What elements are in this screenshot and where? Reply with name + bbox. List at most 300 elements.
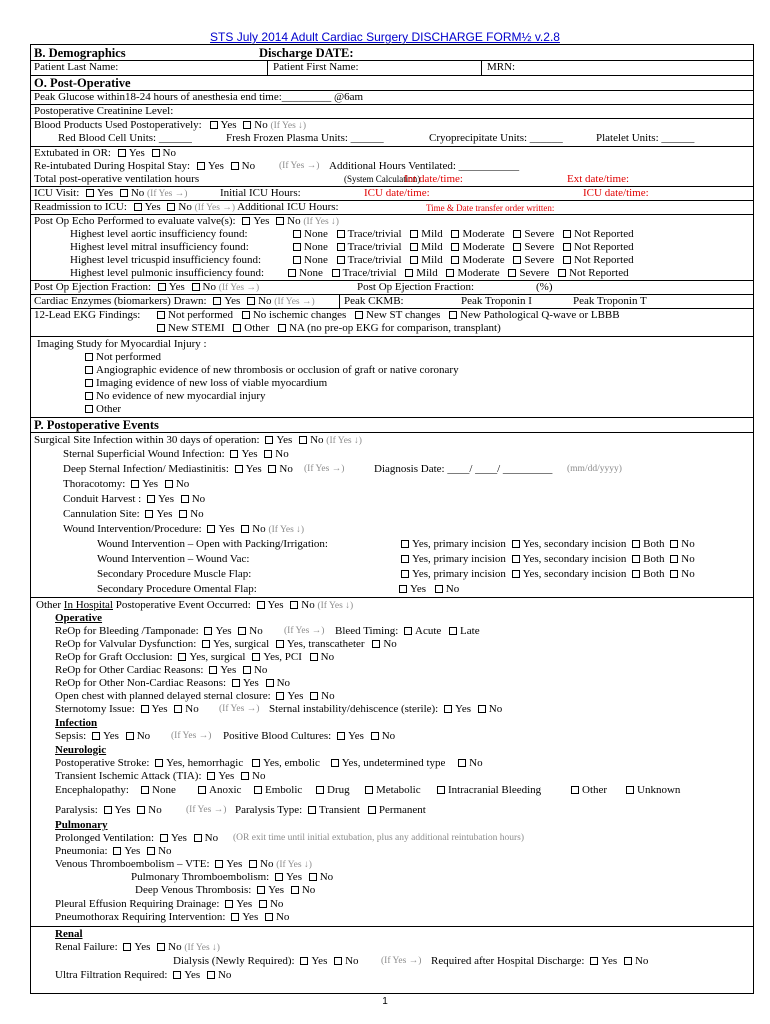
vte-text: Venous Thromboembolism – VTE: xyxy=(55,858,210,870)
encephalopathy-row xyxy=(31,784,753,797)
checkbox[interactable] xyxy=(174,705,182,713)
checkbox[interactable] xyxy=(233,324,241,332)
checkbox[interactable] xyxy=(167,203,175,211)
neurologic-heading-row xyxy=(31,744,753,757)
dvt-row xyxy=(31,884,753,897)
dialysis-row xyxy=(31,955,753,968)
reintubated-text: Re-intubated During Hospital Stay: xyxy=(34,160,191,172)
renal-heading-row xyxy=(31,928,753,941)
option-label: Transient xyxy=(318,804,361,816)
checkbox[interactable] xyxy=(446,269,454,277)
echo-label xyxy=(34,215,339,229)
checkbox[interactable] xyxy=(449,627,457,635)
checkbox[interactable] xyxy=(276,217,284,225)
option-label: Yes, surgical xyxy=(213,638,270,650)
creatinine-field[interactable]: Postoperative Creatinine Level: xyxy=(34,105,174,117)
checkbox[interactable] xyxy=(141,705,149,713)
checkbox[interactable] xyxy=(371,732,379,740)
option-label: Severe xyxy=(524,241,555,253)
checkbox[interactable] xyxy=(209,666,217,674)
extubated-text: Extubated in OR: xyxy=(34,147,111,159)
checkbox[interactable] xyxy=(401,555,409,563)
checkbox[interactable] xyxy=(131,480,139,488)
yes-label: Yes xyxy=(215,625,232,637)
ssi-text: Surgical Site Infection within 30 days of operation: xyxy=(34,434,260,446)
checkbox[interactable] xyxy=(194,834,202,842)
checkbox[interactable] xyxy=(155,759,163,767)
checkbox[interactable] xyxy=(242,217,250,225)
checkbox[interactable] xyxy=(210,121,218,129)
ekg-options xyxy=(157,309,620,322)
checkbox[interactable] xyxy=(337,230,345,238)
section-o-header: O. Post-Operative xyxy=(34,76,131,90)
checkbox[interactable] xyxy=(590,957,598,965)
if-yes-hint: (If Yes ↓) xyxy=(326,436,362,446)
checkbox[interactable] xyxy=(118,149,126,157)
checkbox[interactable] xyxy=(85,392,93,400)
if-yes-hint: (If Yes →) xyxy=(171,731,212,741)
if-yes-hint: (If Yes →) xyxy=(279,161,320,171)
checkbox[interactable] xyxy=(399,585,407,593)
peak-ckmb-field[interactable]: Peak CKMB: xyxy=(344,295,404,307)
checkbox[interactable] xyxy=(404,627,412,635)
option-label: Anoxic xyxy=(209,784,242,796)
checkbox[interactable] xyxy=(213,297,221,305)
divider xyxy=(31,75,753,76)
no-label: No xyxy=(158,845,172,857)
checkbox[interactable] xyxy=(254,786,262,794)
checkbox[interactable] xyxy=(257,886,265,894)
option-label: No evidence of new myocardial injury xyxy=(96,390,266,402)
imaging-option xyxy=(31,364,753,377)
checkbox[interactable] xyxy=(410,230,418,238)
no-label: No xyxy=(279,463,293,475)
yes-label: Yes xyxy=(224,295,241,307)
if-yes-hint: (If Yes →) xyxy=(194,203,235,213)
yes-label: Yes xyxy=(220,119,237,131)
cannulation-row xyxy=(31,508,753,521)
checkbox[interactable] xyxy=(231,162,239,170)
checkbox[interactable] xyxy=(215,860,223,868)
checkbox[interactable] xyxy=(252,759,260,767)
checkbox[interactable] xyxy=(558,269,566,277)
peak-troponin-i-field[interactable]: Peak Troponin I xyxy=(461,295,532,307)
checkbox[interactable] xyxy=(252,653,260,661)
option-label: Yes, secondary incision xyxy=(522,568,627,580)
checkbox[interactable] xyxy=(316,786,324,794)
initial-icu-hours-field[interactable]: Initial ICU Hours: xyxy=(220,187,301,199)
checkbox[interactable] xyxy=(309,873,317,881)
checkbox[interactable] xyxy=(626,786,634,794)
if-yes-hint: (If Yes ↓) xyxy=(303,217,339,227)
checkbox[interactable] xyxy=(563,243,571,251)
open-packing-row xyxy=(31,538,753,551)
no-label: No xyxy=(488,703,503,715)
peak-troponin-t-field[interactable]: Peak Troponin T xyxy=(573,295,647,307)
checkbox[interactable] xyxy=(293,256,301,264)
checkbox[interactable] xyxy=(337,256,345,264)
tricuspid-row xyxy=(31,254,753,267)
checkbox[interactable] xyxy=(331,759,339,767)
checkbox[interactable] xyxy=(291,886,299,894)
checkbox[interactable] xyxy=(563,256,571,264)
checkbox[interactable] xyxy=(513,243,521,251)
checkbox[interactable] xyxy=(147,495,155,503)
cryo-units-field[interactable]: Cryoprecipitate Units: ______ xyxy=(429,132,563,144)
option-label: None xyxy=(304,228,328,240)
checkbox[interactable] xyxy=(165,480,173,488)
ef-text: Post Op Ejection Fraction: xyxy=(34,281,152,293)
checkbox[interactable] xyxy=(512,540,520,548)
readmission-text: Readmission to ICU: xyxy=(34,201,127,213)
checkbox[interactable] xyxy=(197,162,205,170)
checkbox[interactable] xyxy=(449,311,457,319)
sepsis-row xyxy=(31,730,753,743)
checkbox[interactable] xyxy=(113,847,121,855)
no-label: No xyxy=(178,201,192,213)
reop-valvular-text: ReOp for Valvular Dysfunction: xyxy=(55,638,197,650)
checkbox[interactable] xyxy=(181,495,189,503)
checkbox[interactable] xyxy=(332,269,340,277)
checkbox[interactable] xyxy=(451,230,459,238)
option-label: Both xyxy=(643,538,665,550)
yes-label: Yes xyxy=(601,955,618,967)
pneumothorax-row xyxy=(31,911,753,924)
checkbox[interactable] xyxy=(157,311,165,319)
option-label: Unknown xyxy=(637,784,681,796)
no-label: No xyxy=(275,448,289,460)
checkbox[interactable] xyxy=(268,465,276,473)
checkbox[interactable] xyxy=(265,436,273,444)
blood-products-text: Blood Products Used Postoperatively: xyxy=(34,119,202,131)
checkbox[interactable] xyxy=(308,806,316,814)
blood-products-row xyxy=(31,119,753,132)
checkbox[interactable] xyxy=(372,640,380,648)
no-label: No xyxy=(321,690,335,702)
checkbox[interactable] xyxy=(513,230,521,238)
checkbox[interactable] xyxy=(141,786,149,794)
checkbox[interactable] xyxy=(232,679,240,687)
yes-label: Yes xyxy=(226,858,243,870)
pulmonic-row xyxy=(31,267,753,280)
checkbox[interactable] xyxy=(85,366,93,374)
checkbox[interactable] xyxy=(670,570,678,578)
yes-label: Yes xyxy=(151,703,168,715)
if-yes-hint: (If Yes →) xyxy=(284,626,325,636)
option-label: Both xyxy=(643,568,665,580)
checkbox[interactable] xyxy=(152,149,160,157)
vte-row xyxy=(31,858,753,871)
checkbox[interactable] xyxy=(288,269,296,277)
checkbox[interactable] xyxy=(204,627,212,635)
peak-glucose-field[interactable]: Peak Glucose within18-24 hours of anesthesia end time:_________ @6am xyxy=(34,91,364,103)
checkbox[interactable] xyxy=(230,450,238,458)
dialysis-text: Dialysis (Newly Required): xyxy=(173,955,295,967)
checkbox[interactable] xyxy=(145,510,153,518)
additional-hours-ventilated-field[interactable]: Additional Hours Ventilated: ___________ xyxy=(329,160,520,172)
platelet-units-field[interactable]: Platelet Units: ______ xyxy=(596,132,695,144)
checkbox[interactable] xyxy=(123,943,131,951)
checkbox[interactable] xyxy=(293,243,301,251)
checkbox[interactable] xyxy=(235,465,243,473)
checkbox[interactable] xyxy=(632,540,640,548)
yes-label: Yes xyxy=(128,147,145,159)
no-label: No xyxy=(258,295,272,307)
no-label: No xyxy=(185,703,199,715)
checkbox[interactable] xyxy=(137,806,145,814)
checkbox[interactable] xyxy=(276,692,284,700)
checkbox[interactable] xyxy=(508,269,516,277)
no-label: No xyxy=(301,599,315,611)
checkbox[interactable] xyxy=(264,450,272,458)
thoracotomy-row xyxy=(31,478,753,491)
checkbox[interactable] xyxy=(478,705,486,713)
yes-label: Yes xyxy=(287,690,304,702)
after-discharge-text: Required after Hospital Discharge: xyxy=(431,955,585,967)
cannulation-text: Cannulation Site: xyxy=(63,508,140,520)
severity-options xyxy=(288,267,629,280)
checkbox[interactable] xyxy=(278,324,286,332)
option-label: Late xyxy=(460,625,480,637)
infection-heading-row xyxy=(31,717,753,730)
checkbox[interactable] xyxy=(624,957,632,965)
no-label: No xyxy=(252,770,266,782)
checkbox[interactable] xyxy=(451,243,459,251)
int-date-label: Int date/time: xyxy=(404,173,463,185)
checkbox[interactable] xyxy=(85,353,93,361)
divider xyxy=(267,61,268,75)
checkbox[interactable] xyxy=(632,570,640,578)
patient-first-name-field[interactable]: Patient First Name: xyxy=(273,61,359,73)
if-yes-hint: (If Yes →) xyxy=(274,297,315,307)
if-yes-hint: (If Yes ↓) xyxy=(268,525,305,535)
discharge-date-label: Discharge DATE: xyxy=(259,46,354,60)
option-label: Yes, primary incision xyxy=(412,568,506,580)
patient-last-name-field[interactable]: Patient Last Name: xyxy=(34,61,119,73)
section-b-header: B. Demographics xyxy=(34,46,126,60)
pulmonic-label: Highest level pulmonic insufficiency found: xyxy=(70,267,265,279)
checkbox[interactable] xyxy=(257,601,265,609)
mitral-label: Highest level mitral insufficiency found: xyxy=(70,241,249,253)
reop-noncardiac-text: ReOp for Other Non-Cardiac Reasons: xyxy=(55,677,227,689)
option-label: Other xyxy=(582,784,608,796)
option-label: Permanent xyxy=(378,804,426,816)
sepsis-text: Sepsis: xyxy=(55,730,87,742)
other-event-row xyxy=(31,599,753,612)
rbc-units-field[interactable]: Red Blood Cell Units: ______ xyxy=(58,132,192,144)
checkbox[interactable] xyxy=(202,640,210,648)
date-format-hint: (mm/dd/yyyy) xyxy=(567,464,622,474)
yes-label: Yes xyxy=(267,599,284,611)
checkbox[interactable] xyxy=(410,243,418,251)
divider xyxy=(31,597,753,598)
checkbox[interactable] xyxy=(670,540,678,548)
option-label: No xyxy=(681,568,695,580)
pleural-row xyxy=(31,898,753,911)
transfer-order-label: Time & Date transfer order written: xyxy=(426,203,555,213)
checkbox[interactable] xyxy=(231,913,239,921)
checkbox[interactable] xyxy=(410,256,418,264)
reintubated-row xyxy=(31,160,753,173)
checkbox[interactable] xyxy=(458,759,466,767)
checkbox[interactable] xyxy=(513,256,521,264)
checkbox[interactable] xyxy=(178,653,186,661)
yes-label: Yes xyxy=(102,730,119,742)
checkbox[interactable] xyxy=(158,283,166,291)
open-packing-label: Wound Intervention – Open with Packing/Irrigation: xyxy=(97,538,328,550)
checkbox[interactable] xyxy=(512,555,520,563)
checkbox[interactable] xyxy=(192,283,200,291)
checkbox[interactable] xyxy=(290,601,298,609)
infection-heading: Infection xyxy=(55,717,98,729)
paralysis-text: Paralysis: xyxy=(55,804,98,816)
checkbox[interactable] xyxy=(365,786,373,794)
checkbox[interactable] xyxy=(247,297,255,305)
checkbox[interactable] xyxy=(243,666,251,674)
imaging-row xyxy=(31,338,753,351)
checkbox[interactable] xyxy=(405,269,413,277)
checkbox[interactable] xyxy=(173,971,181,979)
sternal-instability-text: Sternal instability/dehiscence (sterile): xyxy=(269,703,439,715)
checkbox[interactable] xyxy=(225,900,233,908)
checkbox[interactable] xyxy=(85,405,93,413)
checkbox[interactable] xyxy=(337,732,345,740)
option-label: Severe xyxy=(524,254,555,266)
no-label: No xyxy=(241,160,256,172)
checkbox[interactable] xyxy=(293,230,301,238)
checkbox[interactable] xyxy=(92,732,100,740)
option-label: Severe xyxy=(524,228,555,240)
wound-intervention-row xyxy=(31,523,753,536)
checkbox[interactable] xyxy=(241,525,249,533)
mrn-field[interactable]: MRN: xyxy=(487,61,516,73)
checkbox[interactable] xyxy=(126,732,134,740)
checkbox[interactable] xyxy=(563,230,571,238)
checkbox[interactable] xyxy=(207,772,215,780)
checkbox[interactable] xyxy=(242,311,250,319)
checkbox[interactable] xyxy=(670,555,678,563)
option-label: Trace/trivial xyxy=(342,267,397,279)
pulmonary-heading: Pulmonary xyxy=(55,819,108,831)
option-label: Not Reported xyxy=(569,267,629,279)
checkbox[interactable] xyxy=(259,900,267,908)
if-yes-hint: (If Yes →) xyxy=(381,956,422,966)
checkbox[interactable] xyxy=(571,786,579,794)
checkbox[interactable] xyxy=(86,189,94,197)
checkbox[interactable] xyxy=(238,627,246,635)
yes-label: Yes xyxy=(168,281,185,293)
ext-date-label: Ext date/time: xyxy=(567,173,630,185)
checkbox[interactable] xyxy=(401,570,409,578)
checkbox[interactable] xyxy=(134,203,142,211)
reop-other-cardiac-row xyxy=(31,664,753,677)
pe-row xyxy=(31,871,753,884)
checkbox[interactable] xyxy=(337,243,345,251)
system-calc-note: (System Calculation) xyxy=(344,174,421,184)
diagnosis-date-field[interactable]: Diagnosis Date: ____/ ____/ _________ xyxy=(374,463,553,475)
total-vent-row xyxy=(31,173,753,186)
checkbox[interactable] xyxy=(85,379,93,387)
checkbox[interactable] xyxy=(310,653,318,661)
yes-label: Yes xyxy=(268,884,285,896)
checkbox[interactable] xyxy=(276,640,284,648)
if-yes-hint: (If Yes ↓) xyxy=(317,601,354,611)
checkbox[interactable] xyxy=(266,679,274,687)
checkbox[interactable] xyxy=(451,256,459,264)
checkbox[interactable] xyxy=(241,772,249,780)
checkbox[interactable] xyxy=(437,786,445,794)
checkbox[interactable] xyxy=(179,510,187,518)
option-label: Moderate xyxy=(462,228,505,240)
renal-failure-text: Renal Failure: xyxy=(55,941,118,953)
no-label: No xyxy=(253,664,268,676)
checkbox[interactable] xyxy=(512,570,520,578)
checkbox[interactable] xyxy=(198,786,206,794)
checkbox[interactable] xyxy=(157,943,165,951)
checkbox[interactable] xyxy=(310,692,318,700)
checkbox[interactable] xyxy=(265,913,273,921)
checkbox[interactable] xyxy=(435,585,443,593)
option-label: Yes, secondary incision xyxy=(522,553,627,565)
option-label: Yes, primary incision xyxy=(412,538,506,550)
checkbox[interactable] xyxy=(444,705,452,713)
checkbox[interactable] xyxy=(249,860,257,868)
checkbox[interactable] xyxy=(355,311,363,319)
checkbox[interactable] xyxy=(243,121,251,129)
renal-failure-row xyxy=(31,941,753,954)
sternotomy-text: Sternotomy Issue: xyxy=(55,703,135,715)
checkbox[interactable] xyxy=(334,957,342,965)
checkbox[interactable] xyxy=(300,957,308,965)
checkbox[interactable] xyxy=(207,971,215,979)
omental-flap-row xyxy=(31,583,753,596)
no-label: No xyxy=(202,281,216,293)
checkbox[interactable] xyxy=(104,806,112,814)
checkbox[interactable] xyxy=(207,525,215,533)
no-label: No xyxy=(254,119,268,131)
option-label: Mild xyxy=(421,228,443,240)
option-label: Acute xyxy=(415,625,442,637)
no-label: No xyxy=(276,677,291,689)
severity-options xyxy=(293,254,634,267)
ef-value-field[interactable]: Post Op Ejection Fraction: xyxy=(357,281,475,293)
if-yes-hint: (If Yes →) xyxy=(186,805,227,815)
checkbox[interactable] xyxy=(157,324,165,332)
encephalopathy-label: Encephalopathy: xyxy=(55,784,129,796)
checkbox[interactable] xyxy=(147,847,155,855)
divider xyxy=(481,61,482,75)
additional-icu-hours-field[interactable]: Additional ICU Hours: xyxy=(237,201,339,213)
checkbox[interactable] xyxy=(632,555,640,563)
reop-bleeding-row xyxy=(31,625,753,638)
if-yes-hint: (If Yes →) xyxy=(304,464,345,474)
checkbox[interactable] xyxy=(401,540,409,548)
no-label: No xyxy=(445,583,460,595)
echo-text: Post Op Echo Performed to evaluate valve(s): xyxy=(34,215,236,227)
checkbox[interactable] xyxy=(368,806,376,814)
option-label: New STEMI xyxy=(168,322,225,334)
option-label: None xyxy=(304,254,328,266)
checkbox[interactable] xyxy=(275,873,283,881)
other-event-text: Postoperative Event Occurred: xyxy=(115,599,251,611)
form-title: STS July 2014 Adult Cardiac Surgery DISCHARGE FORM½ v.2.8 xyxy=(210,30,560,44)
checkbox[interactable] xyxy=(299,436,307,444)
checkbox[interactable] xyxy=(160,834,168,842)
ffp-units-field[interactable]: Fresh Frozen Plasma Units: ______ xyxy=(226,132,384,144)
checkbox[interactable] xyxy=(120,189,128,197)
option-label: Moderate xyxy=(462,254,505,266)
extubated-label xyxy=(34,147,176,160)
